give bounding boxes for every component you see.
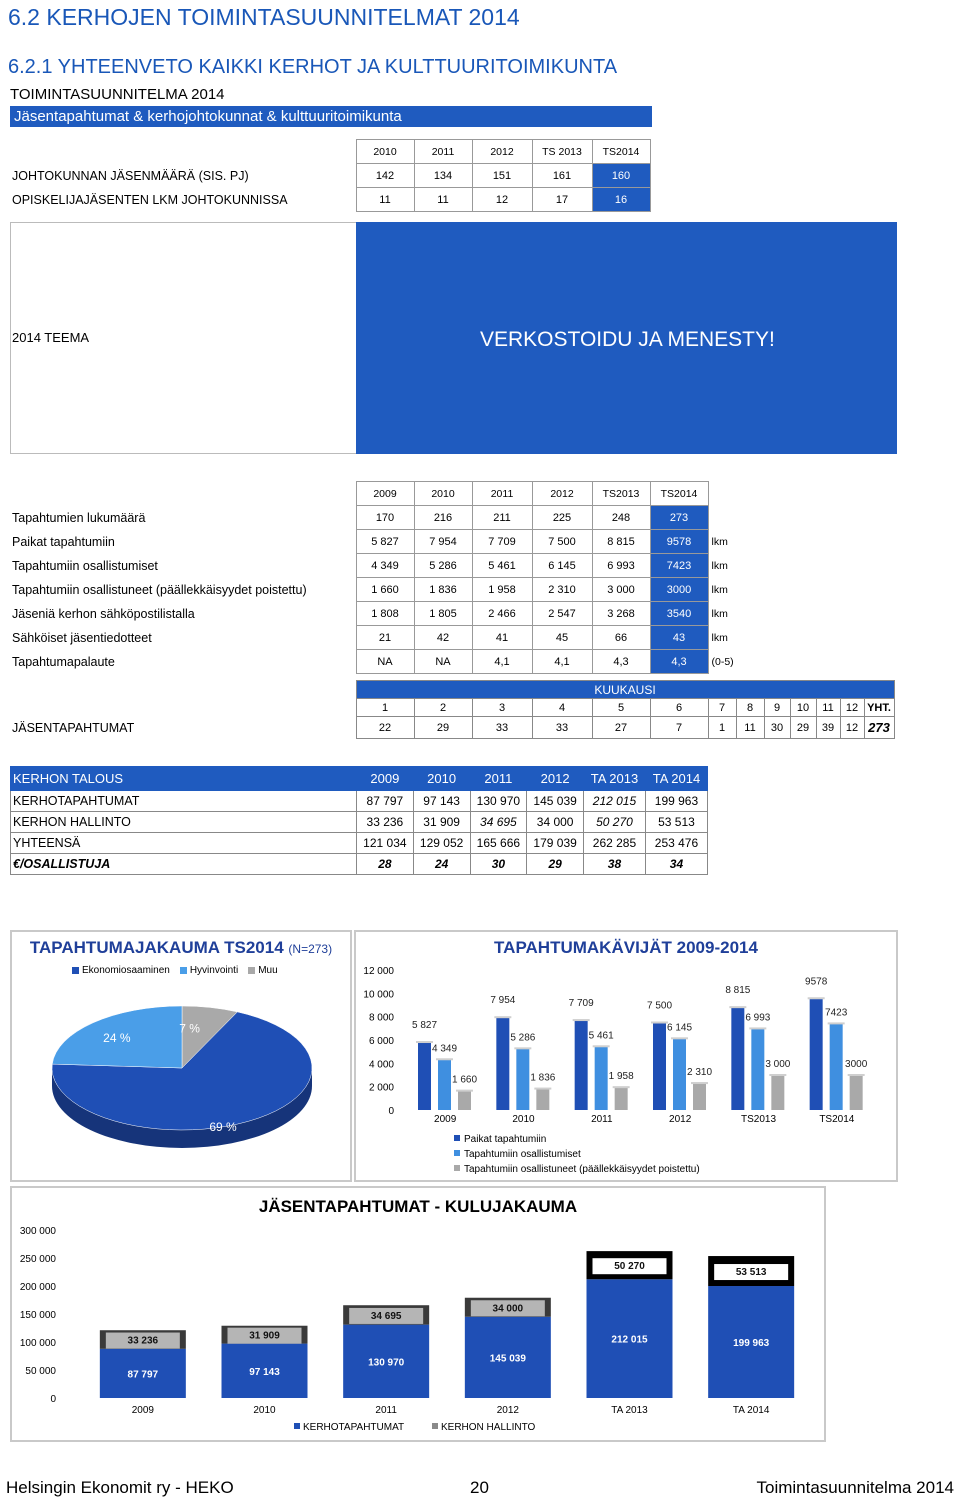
events-row-label: Tapahtumien lukumäärä — [12, 510, 146, 525]
events-row-label: Paikat tapahtumiin — [12, 534, 115, 549]
month-value: 29 — [414, 717, 472, 739]
events-year: TS2013 — [592, 482, 650, 506]
events-cell: 5 286 — [414, 554, 472, 578]
month-label: 12 — [840, 699, 864, 717]
data-label: 33 236 — [127, 1335, 159, 1347]
bar-cap — [651, 1022, 668, 1024]
bar — [673, 1038, 686, 1110]
monthly-table — [10, 680, 895, 739]
events-cell: 211 — [472, 506, 532, 530]
board-year: 2012 — [472, 140, 532, 164]
bar — [771, 1075, 784, 1110]
finance-cell: 29 — [527, 854, 584, 875]
board-row-label: JOHTOKUNNAN JÄSENMÄÄRÄ (SIS. PJ) — [12, 168, 249, 183]
table-row — [11, 833, 708, 854]
visitors-chart-title: TAPAHTUMAKÄVIJÄT 2009-2014 — [494, 938, 758, 957]
data-label: 6 145 — [666, 1022, 693, 1034]
bar — [536, 1089, 549, 1110]
table-row — [10, 602, 748, 626]
month-value: 39 — [816, 717, 840, 739]
events-cell: 7 709 — [472, 530, 532, 554]
table-row — [10, 164, 650, 188]
events-table — [10, 481, 748, 674]
events-year: TS2014 — [650, 482, 708, 506]
events-cell: NA — [356, 650, 414, 674]
y-tick-label: 2 000 — [368, 1082, 394, 1094]
events-cell: 66 — [592, 626, 650, 650]
data-label: 3000 — [845, 1059, 868, 1070]
legend-label: Tapahtumiin osallistuneet (päällekkäisyydet poistettu) — [464, 1164, 700, 1175]
events-cell: 3 268 — [592, 602, 650, 626]
events-cell: 2 466 — [472, 602, 532, 626]
legend-label: KERHOTAPAHTUMAT — [303, 1422, 405, 1433]
pie-chart-subtitle: (N=273) — [288, 942, 333, 956]
bar — [653, 1023, 666, 1111]
finance-cell: 165 666 — [470, 833, 527, 854]
data-label: 5 461 — [588, 1030, 614, 1042]
board-year: TS 2013 — [532, 140, 592, 164]
events-unit — [708, 506, 748, 530]
y-tick-label: 200 000 — [19, 1282, 56, 1293]
legend-swatch — [248, 967, 255, 974]
plan-title: TOIMINTASUUNNITELMA 2014 — [10, 86, 225, 103]
legend-label: KERHON HALLINTO — [441, 1422, 536, 1433]
bar-cap — [808, 997, 825, 999]
board-table — [10, 139, 651, 212]
data-label: 5 286 — [510, 1032, 536, 1044]
events-row-label: Jäseniä kerhon sähköpostilistalla — [12, 606, 195, 621]
data-label: 53 513 — [735, 1267, 767, 1279]
data-label: 4 349 — [431, 1043, 458, 1055]
legend-label: Ekonomiosaaminen — [82, 965, 170, 976]
month-value: 30 — [764, 717, 790, 739]
events-cell: 3540 — [650, 602, 708, 626]
visitors-chart-box — [354, 930, 898, 1182]
table-row — [11, 854, 708, 875]
month-value: 33 — [532, 717, 592, 739]
finance-cell: 33 236 — [357, 812, 414, 833]
month-value: 33 — [472, 717, 532, 739]
pie-data-label: 7 % — [179, 1021, 200, 1036]
pie-legend — [72, 965, 350, 976]
bar-cap — [573, 1019, 590, 1021]
bar — [458, 1091, 471, 1110]
events-cell: 42 — [414, 626, 472, 650]
bar — [850, 1075, 863, 1110]
theme-text: VERKOSTOIDU JA MENESTY! — [356, 222, 897, 454]
events-cell: 4,3 — [650, 650, 708, 674]
finance-cell: 121 034 — [357, 833, 414, 854]
board-cell: 11 — [356, 188, 414, 212]
events-cell: 1 836 — [414, 578, 472, 602]
board-cell: 161 — [532, 164, 592, 188]
bar — [693, 1083, 706, 1110]
finance-cell: 34 695 — [470, 812, 527, 833]
bar — [575, 1020, 588, 1110]
y-tick-label: 50 000 — [25, 1366, 56, 1377]
table-row — [10, 530, 748, 554]
events-cell: 5 827 — [356, 530, 414, 554]
finance-cell: 130 970 — [470, 791, 527, 812]
plan-subtitle: Jäsentapahtumat & kerhojohtokunnat & kulttuuritoimikunta — [10, 106, 652, 127]
events-cell: 41 — [472, 626, 532, 650]
y-tick-label: 10 000 — [363, 989, 394, 1001]
board-cell: 151 — [472, 164, 532, 188]
finance-year: TA 2014 — [645, 767, 707, 791]
finance-row-label: YHTEENSÄ — [11, 833, 357, 854]
events-cell: 3 000 — [592, 578, 650, 602]
events-unit: lkm — [711, 631, 728, 644]
month-label: 1 — [356, 699, 414, 717]
legend-label: Tapahtumiin osallistumiset — [464, 1149, 581, 1160]
data-label: 9578 — [805, 976, 828, 988]
legend-label: Hyvinvointi — [189, 965, 239, 976]
table-row — [10, 506, 748, 530]
data-label: 212 015 — [611, 1334, 648, 1346]
x-tick-label: 2009 — [434, 1114, 457, 1125]
bar-cap — [456, 1090, 473, 1092]
bar-cap — [691, 1082, 708, 1084]
finance-year: 2011 — [470, 767, 527, 791]
x-tick-label: TA 2013 — [611, 1405, 648, 1416]
bar — [810, 998, 823, 1110]
data-label: 1 958 — [608, 1071, 634, 1083]
board-cell: 134 — [414, 164, 472, 188]
bar-cap — [848, 1074, 865, 1076]
month-value: 29 — [790, 717, 816, 739]
bar-cap — [769, 1074, 786, 1076]
bar — [516, 1048, 529, 1110]
finance-row-label: KERHOTAPAHTUMAT — [11, 791, 357, 812]
finance-cell: 28 — [357, 854, 414, 875]
events-cell: 1 958 — [472, 578, 532, 602]
table-row — [10, 188, 650, 212]
month-label: 5 — [592, 699, 650, 717]
legend-label: Paikat tapahtumiin — [464, 1134, 547, 1145]
bar — [830, 1023, 843, 1110]
events-cell: 8 815 — [592, 530, 650, 554]
events-cell: 9578 — [650, 530, 708, 554]
y-tick-label: 0 — [388, 1106, 394, 1117]
page-number: 20 — [470, 1478, 489, 1497]
board-cell: 17 — [532, 188, 592, 212]
table-row — [10, 554, 748, 578]
data-label: 8 815 — [725, 985, 751, 997]
bar-cap — [729, 1006, 746, 1008]
pie-data-label: 24 % — [103, 1030, 131, 1045]
bar-cap — [494, 1016, 511, 1018]
x-tick-label: TS2014 — [819, 1114, 855, 1125]
events-cell: NA — [414, 650, 472, 674]
legend-swatch — [180, 967, 187, 974]
events-cell: 7 954 — [414, 530, 472, 554]
legend-swatch — [72, 967, 79, 974]
data-label: 1 660 — [451, 1074, 478, 1086]
pie-chart — [12, 988, 350, 1178]
y-tick-label: 6 000 — [368, 1036, 394, 1047]
events-cell: 45 — [532, 626, 592, 650]
data-label: 130 970 — [368, 1357, 405, 1369]
pie-chart-title: TAPAHTUMAJAKAUMA TS2014 — [29, 938, 284, 957]
events-row-label: Sähköiset jäsentiedotteet — [12, 630, 152, 645]
events-unit: (0-5) — [711, 655, 734, 668]
footer-left: Helsingin Ekonomit ry - HEKO — [6, 1478, 234, 1497]
data-label: 34 000 — [492, 1303, 524, 1315]
cost-chart — [12, 1188, 824, 1440]
x-tick-label: 2011 — [591, 1114, 613, 1125]
data-label: 31 909 — [249, 1330, 280, 1342]
x-tick-label: 2012 — [496, 1405, 519, 1416]
month-label: 4 — [532, 699, 592, 717]
section-heading: 6.2 KERHOJEN TOIMINTASUUNNITELMAT 2014 — [8, 4, 520, 30]
month-label: 10 — [790, 699, 816, 717]
month-label: 2 — [414, 699, 472, 717]
bar — [595, 1046, 608, 1110]
events-cell: 7423 — [650, 554, 708, 578]
x-tick-label: 2009 — [131, 1405, 154, 1416]
cost-chart-title: JÄSENTAPAHTUMAT - KULUJAKAUMA — [258, 1197, 578, 1216]
month-label: 7 — [708, 699, 736, 717]
data-label: 50 270 — [614, 1261, 645, 1273]
data-label: 2 310 — [686, 1067, 713, 1079]
data-label: 34 695 — [370, 1310, 402, 1322]
table-row — [11, 791, 708, 812]
y-tick-label: 0 — [50, 1394, 56, 1405]
finance-cell: 179 039 — [527, 833, 584, 854]
month-value: 27 — [592, 717, 650, 739]
finance-cell: 24 — [413, 854, 470, 875]
board-year: 2010 — [356, 140, 414, 164]
bar-cap — [534, 1088, 551, 1090]
y-tick-label: 300 000 — [19, 1226, 56, 1237]
events-row-label: Tapahtumapalaute — [12, 654, 115, 669]
visitors-chart — [356, 932, 896, 1180]
board-year: 2011 — [414, 140, 472, 164]
events-unit: lkm — [711, 607, 728, 620]
legend-swatch — [432, 1423, 438, 1429]
events-cell: 248 — [592, 506, 650, 530]
data-label: 3 000 — [765, 1059, 791, 1070]
y-tick-label: 12 000 — [363, 966, 394, 977]
events-cell: 1 808 — [356, 602, 414, 626]
finance-row-label: KERHON HALLINTO — [11, 812, 357, 833]
events-cell: 1 660 — [356, 578, 414, 602]
data-label: 7 709 — [568, 998, 594, 1010]
events-cell: 1 805 — [414, 602, 472, 626]
data-label: 7423 — [825, 1007, 848, 1019]
bar-cap — [593, 1045, 610, 1047]
legend-swatch — [454, 1150, 460, 1156]
month-label: 3 — [472, 699, 532, 717]
y-tick-label: 100 000 — [19, 1338, 56, 1349]
month-value: 7 — [650, 717, 708, 739]
legend-swatch — [454, 1135, 460, 1141]
events-cell: 43 — [650, 626, 708, 650]
events-cell: 273 — [650, 506, 708, 530]
data-label: 5 827 — [411, 1020, 438, 1032]
events-year: 2011 — [472, 482, 532, 506]
events-cell: 5 461 — [472, 554, 532, 578]
month-value: 12 — [840, 717, 864, 739]
finance-cell: 53 513 — [645, 812, 707, 833]
finance-cell: 199 963 — [645, 791, 707, 812]
month-total-label: YHT. — [864, 699, 894, 717]
board-cell: 12 — [472, 188, 532, 212]
data-label: 7 954 — [490, 995, 516, 1007]
finance-cell: 253 476 — [645, 833, 707, 854]
month-label: 11 — [816, 699, 840, 717]
finance-cell: 87 797 — [357, 791, 414, 812]
bar-cap — [828, 1022, 845, 1024]
data-label: 97 143 — [249, 1366, 280, 1378]
month-value: 11 — [736, 717, 764, 739]
events-cell: 225 — [532, 506, 592, 530]
data-label: 87 797 — [127, 1369, 159, 1381]
events-cell: 4 349 — [356, 554, 414, 578]
month-label: 9 — [764, 699, 790, 717]
bar-cap — [671, 1037, 688, 1039]
data-label: 6 993 — [745, 1012, 771, 1024]
finance-table — [10, 766, 708, 875]
board-year: TS2014 — [592, 140, 650, 164]
events-cell: 6 993 — [592, 554, 650, 578]
finance-cell: 262 285 — [584, 833, 646, 854]
data-label: 1 836 — [530, 1072, 556, 1084]
events-cell: 4,3 — [592, 650, 650, 674]
events-unit: lkm — [711, 583, 728, 596]
legend-swatch — [454, 1165, 460, 1171]
table-row — [10, 650, 748, 674]
y-tick-label: 8 000 — [368, 1012, 394, 1024]
month-value: 1 — [708, 717, 736, 739]
theme-label: 2014 TEEMA — [12, 330, 90, 345]
events-cell: 170 — [356, 506, 414, 530]
x-tick-label: TA 2014 — [732, 1405, 770, 1416]
bar — [496, 1017, 509, 1110]
board-cell: 11 — [414, 188, 472, 212]
x-tick-label: 2012 — [669, 1114, 692, 1125]
events-cell: 2 310 — [532, 578, 592, 602]
events-cell: 216 — [414, 506, 472, 530]
bar — [751, 1028, 764, 1110]
board-cell: 16 — [592, 188, 650, 212]
finance-header: KERHON TALOUS — [11, 767, 357, 791]
month-label: 8 — [736, 699, 764, 717]
month-total-value: 273 — [864, 717, 894, 739]
finance-cell: 34 000 — [527, 812, 584, 833]
monthly-row-label: JÄSENTAPAHTUMAT — [12, 720, 135, 735]
cost-chart-box — [10, 1186, 826, 1442]
events-year: 2012 — [532, 482, 592, 506]
finance-year: 2012 — [527, 767, 584, 791]
bar — [615, 1087, 628, 1110]
bar — [731, 1007, 744, 1110]
data-label: 7 500 — [646, 1000, 673, 1012]
events-unit: lkm — [711, 559, 728, 572]
finance-cell: 50 270 — [584, 812, 646, 833]
events-year: 2009 — [356, 482, 414, 506]
bar-cap — [613, 1086, 630, 1088]
finance-cell: 145 039 — [527, 791, 584, 812]
finance-year: TA 2013 — [584, 767, 646, 791]
x-tick-label: 2011 — [375, 1405, 397, 1416]
board-cell: 142 — [356, 164, 414, 188]
events-cell: 7 500 — [532, 530, 592, 554]
events-cell: 2 547 — [532, 602, 592, 626]
subsection-heading: 6.2.1 YHTEENVETO KAIKKI KERHOT JA KULTTUURITOIMIKUNTA — [8, 56, 618, 78]
finance-year: 2009 — [357, 767, 414, 791]
bar — [418, 1042, 431, 1110]
footer-right: Toimintasuunnitelma 2014 — [756, 1478, 954, 1497]
events-cell: 21 — [356, 626, 414, 650]
data-label: 199 963 — [733, 1338, 770, 1350]
x-tick-label: TS2013 — [740, 1114, 777, 1125]
month-label: 6 — [650, 699, 708, 717]
legend-swatch — [294, 1423, 300, 1429]
bar-cap — [749, 1027, 766, 1029]
table-row — [10, 626, 748, 650]
events-cell: 4,1 — [532, 650, 592, 674]
events-unit: lkm — [711, 535, 728, 548]
board-row-label: OPISKELIJAJÄSENTEN LKM JOHTOKUNNISSA — [12, 192, 288, 207]
y-tick-label: 150 000 — [19, 1310, 56, 1321]
bar-cap — [514, 1047, 531, 1049]
finance-cell: 31 909 — [413, 812, 470, 833]
x-tick-label: 2010 — [512, 1114, 535, 1125]
y-tick-label: 250 000 — [19, 1254, 56, 1265]
legend-label: Muu — [258, 965, 278, 976]
events-year: 2010 — [414, 482, 472, 506]
month-value: 22 — [356, 717, 414, 739]
events-cell: 3000 — [650, 578, 708, 602]
bar-cap — [436, 1058, 453, 1060]
x-tick-label: 2010 — [253, 1405, 276, 1416]
events-cell: 4,1 — [472, 650, 532, 674]
y-tick-label: 4 000 — [368, 1059, 394, 1071]
board-cell: 160 — [592, 164, 650, 188]
finance-cell: 38 — [584, 854, 646, 875]
bar — [438, 1059, 451, 1110]
pie-chart-box — [10, 930, 352, 1182]
events-row-label: Tapahtumiin osallistumiset — [12, 558, 158, 573]
events-cell: 6 145 — [532, 554, 592, 578]
pie-data-label: 69 % — [209, 1120, 237, 1135]
table-row — [11, 812, 708, 833]
finance-cell: 97 143 — [413, 791, 470, 812]
data-label: 145 039 — [489, 1353, 526, 1365]
finance-year: 2010 — [413, 767, 470, 791]
bar-cap — [416, 1041, 433, 1043]
finance-cell: 34 — [645, 854, 707, 875]
finance-cell: 212 015 — [584, 791, 646, 812]
finance-cell: 129 052 — [413, 833, 470, 854]
finance-row-label: €/OSALLISTUJA — [11, 854, 357, 875]
table-row — [10, 578, 748, 602]
finance-cell: 30 — [470, 854, 527, 875]
events-row-label: Tapahtumiin osallistuneet (päällekkäisyydet poistettu) — [12, 582, 307, 597]
monthly-header: KUUKAUSI — [356, 681, 894, 699]
